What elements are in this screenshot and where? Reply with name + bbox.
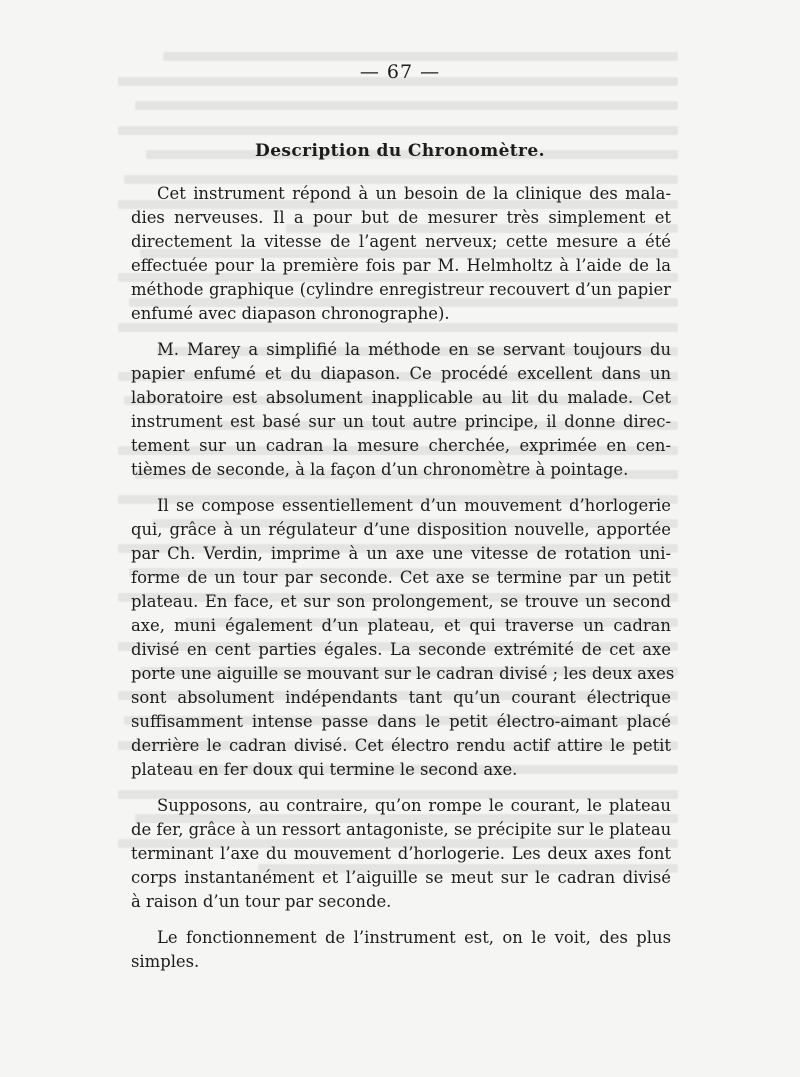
text-line: derrière le cadran divisé. Cet électro rendu actif attire le petit: [131, 736, 671, 755]
text-line: Supposons, au contraire, qu’on rompe le courant, le plateau: [157, 796, 671, 815]
text-line: instrument est basé sur un tout autre principe, il donne direc-: [131, 412, 671, 431]
text-line: porte une aiguille se mouvant sur le cadran divisé ; les deux axes: [131, 664, 675, 683]
text-line: Cet instrument répond à un besoin de la clinique des mala-: [157, 184, 671, 203]
text-line: papier enfumé et du diapason. Ce procédé excellent dans un: [131, 364, 671, 383]
section-heading: Description du Chronomètre.: [255, 141, 545, 161]
paragraph-3: [131, 494, 675, 782]
text-line: Il se compose essentiellement d’un mouvement d’horlogerie: [157, 496, 671, 515]
text-line: à raison d’un tour par seconde.: [131, 892, 392, 911]
text-line: qui, grâce à un régulateur d’une disposition nouvelle, apportée: [131, 520, 671, 539]
paragraph-5: [131, 926, 671, 974]
text-line: terminant l’axe du mouvement d’horlogerie. Les deux axes font: [131, 844, 671, 863]
text-line: laboratoire est absolument inapplicable au lit du malade. Cet: [131, 388, 671, 407]
text-line: plateau. En face, et sur son prolongement, se trouve un second: [131, 592, 671, 611]
text-line: plateau en fer doux qui termine le second axe.: [131, 760, 518, 779]
paragraph-4: [131, 794, 671, 914]
text-line: méthode graphique (cylindre enregistreur recouvert d’un papier: [131, 280, 671, 299]
text-line: de fer, grâce à un ressort antagoniste, se précipite sur le plateau: [131, 820, 672, 839]
page-number: — 67 —: [359, 61, 441, 83]
text-line: Le fonctionnement de l’instrument est, on le voit, des plus: [157, 928, 671, 947]
text-line: dies nerveuses. Il a pour but de mesurer très simplement et: [131, 208, 671, 227]
body-text: [131, 182, 675, 986]
text-line: divisé en cent parties égales. La seconde extrémité de cet axe: [131, 640, 671, 659]
text-line: directement la vitesse de l’agent nerveux; cette mesure a été: [131, 232, 671, 251]
text-line: simples.: [131, 952, 200, 971]
text-line: suffisamment intense passe dans le petit électro-aimant placé: [131, 712, 671, 731]
text-line: tièmes de seconde, à la façon d’un chronomètre à pointage.: [131, 460, 629, 479]
text-line: sont absolument indépendants tant qu’un courant électrique: [131, 688, 671, 707]
text-line: effectuée pour la première fois par M. Helmholtz à l’aide de la: [131, 256, 671, 275]
paragraph-2: [131, 338, 671, 482]
text-line: par Ch. Verdin, imprime à un axe une vitesse de rotation uni-: [131, 544, 671, 563]
text-line: corps instantanément et l’aiguille se meut sur le cadran divisé: [131, 868, 671, 887]
text-line: tement sur un cadran la mesure cherchée, exprimée en cen-: [131, 436, 671, 455]
paragraph-1: [131, 182, 671, 326]
text-line: M. Marey a simplifié la méthode en se servant toujours du: [157, 340, 671, 359]
text-line: forme de un tour par seconde. Cet axe se termine par un petit: [131, 568, 671, 587]
text-line: axe, muni également d’un plateau, et qui traverse un cadran: [131, 616, 671, 635]
text-line: enfumé avec diapason chronographe).: [131, 304, 450, 323]
